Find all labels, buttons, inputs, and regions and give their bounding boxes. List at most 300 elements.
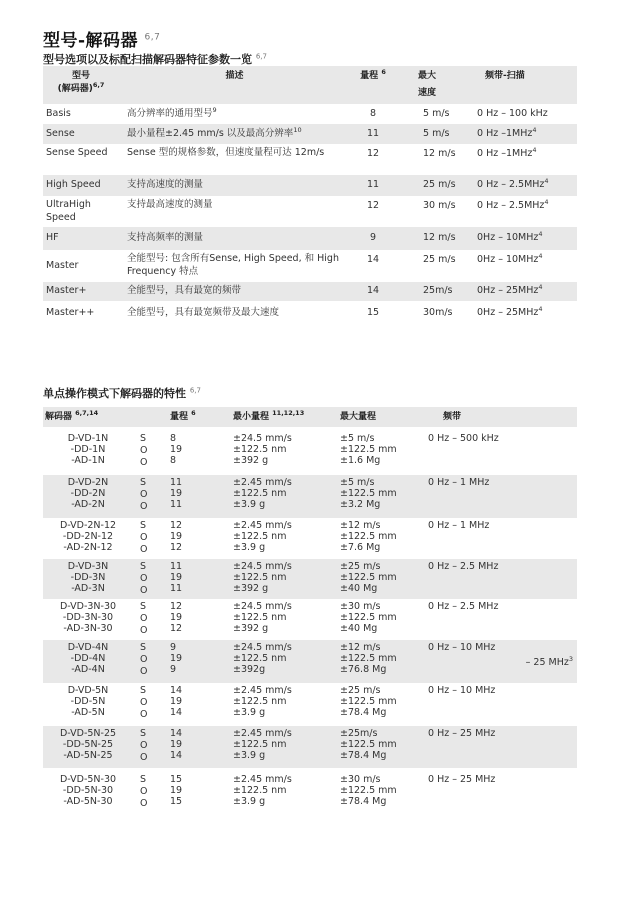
decoder-model: -DD-3N	[70, 572, 106, 583]
band-text: 0Hz – 10MHz	[477, 254, 539, 265]
table-row	[43, 250, 577, 282]
frequency-band	[428, 774, 577, 785]
min-range: ±392 g	[233, 455, 269, 466]
decoder-model: -DD-1N	[70, 444, 106, 455]
range-value: 11	[170, 583, 183, 594]
decoder-model: -AD-5N-30	[63, 796, 113, 807]
range-value: 19	[170, 653, 183, 664]
header-band: 频带-扫描	[485, 71, 525, 81]
min-range: ±122.5 nm	[233, 612, 287, 623]
decoder-model: D-VD-3N	[67, 561, 109, 572]
model-table-header	[43, 66, 577, 104]
header-range: 量程 $^6$	[360, 68, 386, 81]
decoder-model: -DD-2N	[70, 488, 106, 499]
min-range: ±122.5 nm	[233, 653, 287, 664]
frequency-band	[477, 304, 577, 320]
decoder-group	[43, 475, 577, 518]
max-range: ±5 m/s	[340, 433, 375, 444]
output-type: S	[140, 561, 147, 572]
decoder-group	[43, 726, 577, 768]
max-range: ±3.2 Mg	[340, 499, 381, 510]
decoder-model: D-VD-4N	[67, 642, 109, 653]
range-value: 9	[369, 232, 377, 243]
output-type: O	[140, 573, 148, 584]
band-text: 0 Hz – 1 MHz	[428, 520, 490, 531]
max-range: ±122.5 mm	[340, 488, 397, 499]
decoder-model-cell	[45, 520, 131, 553]
description-text: 支持最高速度的测量	[127, 199, 213, 210]
header-decoder: 解码器 $^{6,7,14}$	[45, 409, 99, 422]
max-range: ±122.5 mm	[340, 739, 397, 750]
range-value: 11	[170, 477, 183, 488]
model-name: Sense Speed	[46, 147, 108, 158]
decoder-model: -AD-4N	[71, 664, 105, 675]
page-title: 型号-解码器 $^{6,7}$	[43, 31, 161, 51]
decoder-group	[43, 640, 577, 683]
range-value: 19	[170, 531, 183, 542]
output-type: O	[140, 740, 148, 751]
band-text: 0 Hz – 2.5MHz	[477, 200, 545, 211]
max-speed: 5 m/s	[423, 128, 450, 139]
band-text: 0 Hz – 2.5 MHz	[428, 561, 499, 572]
range-value-cell	[170, 601, 200, 634]
model-name: Master	[46, 260, 79, 271]
frequency-band	[477, 282, 577, 298]
band-text: 0 Hz –1MHz	[477, 128, 533, 139]
band-text: 0 Hz – 100 kHz	[477, 108, 548, 119]
max-range-cell	[340, 520, 430, 553]
header-band: 频带	[443, 412, 462, 422]
min-range: ±122.5 nm	[233, 696, 287, 707]
header-model: 型号 (解码器)$^{6,7}$	[57, 71, 105, 94]
min-range-cell	[233, 728, 333, 761]
range-value: 19	[170, 739, 183, 750]
min-range: ±24.5 mm/s	[233, 601, 292, 612]
range-value: 14	[170, 685, 183, 696]
decoder-model: D-VD-1N	[67, 433, 109, 444]
model-name: UltraHigh Speed	[46, 199, 91, 223]
frequency-band	[428, 561, 577, 572]
decoder-model: -DD-5N-25	[62, 739, 114, 750]
decoder-table	[43, 407, 577, 816]
output-type: S	[140, 520, 147, 531]
decoder-model: -AD-2N	[71, 499, 105, 510]
range-value-cell	[170, 477, 200, 510]
max-range-cell	[340, 561, 430, 594]
range-value: 12	[366, 148, 380, 159]
range-value: 12	[170, 520, 183, 531]
footnote-ref: 4	[538, 282, 543, 291]
model-description	[127, 285, 342, 298]
model-name: Master++	[46, 307, 95, 318]
decoder-model-cell	[45, 685, 131, 718]
max-range: ±5 m/s	[340, 477, 375, 488]
range-value-cell	[170, 561, 200, 594]
range-value: 11	[366, 128, 380, 139]
max-range: ±25 m/s	[340, 685, 381, 696]
min-range: ±122.5 nm	[233, 488, 287, 499]
output-type-cell	[140, 774, 154, 809]
decoder-model: D-VD-5N-30	[59, 774, 117, 785]
frequency-band	[428, 477, 577, 488]
max-range-cell	[340, 685, 430, 718]
range-value: 14	[170, 728, 183, 739]
output-type: O	[140, 625, 148, 636]
max-range: ±25m/s	[340, 728, 378, 739]
output-type: O	[140, 666, 148, 677]
range-value: 9	[170, 664, 177, 675]
decoder-model: -DD-5N-30	[62, 785, 114, 796]
output-type: S	[140, 642, 147, 653]
frequency-band	[477, 197, 577, 213]
footnote-ref: 10	[293, 125, 302, 134]
decoder-model: -AD-3N	[71, 583, 105, 594]
range-value-cell	[170, 520, 200, 553]
output-type: O	[140, 798, 148, 809]
table-row	[43, 175, 577, 196]
max-range-cell	[340, 477, 430, 510]
max-range: ±40 Mg	[340, 583, 378, 594]
min-range: ±24.5 mm/s	[233, 642, 292, 653]
description-text: Sense 型的规格参数，但速度量程可达 12m/s	[127, 147, 325, 158]
max-range: ±78.4 Mg	[340, 750, 387, 761]
max-range-cell	[340, 433, 430, 466]
model-description	[127, 307, 342, 320]
min-range-cell	[233, 601, 333, 634]
band-text: 0 Hz – 10 MHz	[428, 642, 496, 653]
band-extra-text: – 25 MHz	[525, 657, 569, 668]
frequency-band	[428, 685, 577, 696]
frequency-band	[428, 520, 577, 531]
max-speed: 12 m/s	[423, 148, 456, 159]
max-range: ±12 m/s	[340, 520, 381, 531]
max-range: ±12 m/s	[340, 642, 381, 653]
band-text: 0 Hz – 10 MHz	[428, 685, 496, 696]
description-text: 全能型号: 包含所有Sense, High Speed, 和 High Frequency 特点	[127, 253, 339, 277]
output-type: S	[140, 433, 147, 444]
decoder-model-cell	[45, 642, 131, 675]
max-range: ±25 m/s	[340, 561, 381, 572]
decoder-group	[43, 518, 577, 559]
max-range: ±1.6 Mg	[340, 455, 381, 466]
min-range: ±3.9 g	[233, 499, 266, 510]
output-type: O	[140, 709, 148, 720]
model-description	[127, 105, 342, 121]
model-description	[127, 232, 342, 245]
output-type-cell	[140, 601, 154, 636]
max-speed: 25 m/s	[423, 254, 456, 265]
output-type: O	[140, 501, 148, 512]
output-type: O	[140, 585, 148, 596]
model-description	[127, 179, 342, 192]
model-name: HF	[46, 232, 59, 243]
min-range: ±2.45 mm/s	[233, 728, 292, 739]
min-range: ±122.5 nm	[233, 785, 287, 796]
range-value-cell	[170, 774, 200, 807]
table-row	[43, 104, 577, 124]
min-range-cell	[233, 561, 333, 594]
min-range: ±3.9 g	[233, 750, 266, 761]
min-range: ±24.5 mm/s	[233, 433, 292, 444]
frequency-band	[428, 728, 577, 739]
decoder-model-cell	[45, 601, 131, 634]
max-range: ±122.5 mm	[340, 444, 397, 455]
min-range: ±24.5 mm/s	[233, 561, 292, 572]
decoder-model: -DD-2N-12	[62, 531, 114, 542]
range-value-cell	[170, 685, 200, 718]
range-value: 14	[366, 285, 380, 296]
min-range-cell	[233, 685, 333, 718]
output-type: O	[140, 445, 148, 456]
max-range: ±122.5 mm	[340, 531, 397, 542]
max-range: ±76.8 Mg	[340, 664, 387, 675]
description-text: 最小量程±2.45 mm/s 以及最高分辨率	[127, 128, 294, 139]
model-table	[43, 66, 577, 325]
frequency-band	[477, 176, 577, 192]
model-name: Basis	[46, 108, 71, 119]
model-name: High Speed	[46, 179, 101, 190]
footnote-ref: 4	[532, 125, 537, 134]
range-value: 12	[366, 200, 380, 211]
decoder-table-header	[43, 407, 577, 427]
decoder-model: -DD-3N-30	[62, 612, 114, 623]
band-text: 0 Hz – 500 kHz	[428, 433, 499, 444]
decoder-model: -AD-3N-30	[63, 623, 113, 634]
footnote-ref: 4	[538, 251, 543, 260]
table-row	[43, 227, 577, 250]
decoder-model: -DD-5N	[70, 696, 106, 707]
band-text: 0Hz – 25MHz	[477, 307, 539, 318]
range-value: 11	[170, 561, 183, 572]
min-range: ±2.45 mm/s	[233, 685, 292, 696]
decoder-model-cell	[45, 728, 131, 761]
min-range-cell	[233, 774, 333, 807]
footnote-ref: 4	[538, 304, 543, 313]
max-range: ±7.6 Mg	[340, 542, 381, 553]
output-type: O	[140, 697, 148, 708]
description-text: 全能型号，具有最宽的频带	[127, 285, 242, 296]
header-min-range: 最小量程 $^{11,12,13}$	[233, 409, 305, 422]
band-text: 0Hz – 10MHz	[477, 232, 539, 243]
min-range: ±3.9 g	[233, 796, 266, 807]
max-range: ±122.5 mm	[340, 612, 397, 623]
output-type: S	[140, 685, 147, 696]
table-row	[43, 124, 577, 144]
output-type-cell	[140, 477, 154, 512]
output-type: O	[140, 544, 148, 555]
min-range: ±392g	[233, 664, 266, 675]
output-type: O	[140, 457, 148, 468]
decoder-group	[43, 559, 577, 599]
range-value: 19	[170, 785, 183, 796]
model-name: Sense	[46, 128, 75, 139]
min-range: ±392 g	[233, 583, 269, 594]
range-value: 19	[170, 572, 183, 583]
frequency-band	[428, 642, 577, 668]
frequency-band	[477, 125, 577, 141]
range-value: 19	[170, 612, 183, 623]
output-type: O	[140, 613, 148, 624]
frequency-band	[428, 433, 577, 444]
decoder-model: -AD-5N	[71, 707, 105, 718]
range-value: 15	[366, 307, 380, 318]
frequency-band	[477, 108, 577, 121]
range-value-cell	[170, 642, 200, 675]
table1-caption: 型号选项以及标配扫描解码器特征参数一览 $^{6,7}$	[43, 52, 267, 66]
footnote-ref: 4	[544, 197, 549, 206]
min-range: ±122.5 nm	[233, 531, 287, 542]
output-type: S	[140, 728, 147, 739]
output-type-cell	[140, 561, 154, 596]
frequency-band	[477, 251, 577, 267]
table-row	[43, 144, 577, 175]
min-range: ±2.45 mm/s	[233, 477, 292, 488]
decoder-model: -DD-4N	[70, 653, 106, 664]
max-speed: 12 m/s	[423, 232, 456, 243]
model-name: Master+	[46, 285, 87, 296]
range-value: 15	[170, 774, 183, 785]
band-text: 0 Hz – 25 MHz	[428, 774, 496, 785]
band-text: 0 Hz –1MHz	[477, 148, 533, 159]
model-description	[127, 147, 342, 160]
decoder-model: -AD-2N-12	[63, 542, 113, 553]
decoder-model-cell	[45, 433, 131, 466]
max-range: ±30 m/s	[340, 601, 381, 612]
decoder-model: D-VD-2N-12	[59, 520, 117, 531]
output-type: S	[140, 477, 147, 488]
description-text: 支持高速度的测量	[127, 179, 204, 190]
decoder-model: D-VD-5N	[67, 685, 109, 696]
output-type: S	[140, 601, 147, 612]
max-speed: 25 m/s	[423, 179, 456, 190]
decoder-model: D-VD-5N-25	[59, 728, 117, 739]
min-range: ±2.45 mm/s	[233, 774, 292, 785]
output-type-cell	[140, 728, 154, 763]
output-type-cell	[140, 685, 154, 720]
output-type: O	[140, 786, 148, 797]
max-speed: 30 m/s	[423, 200, 456, 211]
range-value: 8	[170, 455, 177, 466]
decoder-model: D-VD-2N	[67, 477, 109, 488]
max-range: ±78.4 Mg	[340, 796, 387, 807]
min-range: ±3.9 g	[233, 542, 266, 553]
min-range-cell	[233, 642, 333, 675]
description-text: 全能型号，具有最宽频带及最大速度	[127, 307, 280, 318]
decoder-group	[43, 599, 577, 640]
output-type: O	[140, 654, 148, 665]
model-description	[127, 199, 342, 212]
range-value: 14	[170, 750, 183, 761]
table-row	[43, 196, 577, 227]
decoder-group	[43, 683, 577, 726]
output-type-cell	[140, 520, 154, 555]
model-description	[127, 125, 342, 141]
output-type: O	[140, 489, 148, 500]
footnote-ref: 4	[538, 229, 543, 238]
decoder-model-cell	[45, 477, 131, 510]
table-row	[43, 301, 577, 325]
decoder-group	[43, 427, 577, 475]
frequency-band	[477, 229, 577, 245]
range-value: 11	[170, 499, 183, 510]
decoder-model-cell	[45, 774, 131, 807]
header-max-range: 最大量程	[340, 412, 377, 422]
header-speed: 最大 速度	[418, 71, 437, 98]
min-range: ±122.5 nm	[233, 572, 287, 583]
max-range: ±122.5 mm	[340, 785, 397, 796]
footnote-ref: 9	[212, 105, 217, 114]
model-description	[127, 253, 342, 278]
range-value: 19	[170, 696, 183, 707]
frequency-band	[428, 601, 577, 612]
max-range-cell	[340, 728, 430, 761]
min-range-cell	[233, 433, 333, 466]
band-text: 0 Hz – 25 MHz	[428, 728, 496, 739]
range-value: 12	[170, 623, 183, 634]
description-text: 高分辨率的通用型号	[127, 108, 213, 119]
header-desc: 描述	[225, 71, 244, 81]
description-text: 支持高频率的测量	[127, 232, 204, 243]
decoder-group	[43, 768, 577, 816]
range-value: 12	[170, 601, 183, 612]
max-range: ±78.4 Mg	[340, 707, 387, 718]
output-type-cell	[140, 433, 154, 468]
max-range: ±30 m/s	[340, 774, 381, 785]
range-value: 11	[366, 179, 380, 190]
range-value: 14	[366, 254, 380, 265]
range-value-cell	[170, 728, 200, 761]
table2-caption: 单点操作模式下解码器的特性 $^{6,7}$	[43, 386, 201, 400]
decoder-model-cell	[45, 561, 131, 594]
max-speed: 30m/s	[423, 307, 453, 318]
footnote-ref: 3	[568, 654, 573, 663]
band-text: 0 Hz – 2.5MHz	[477, 179, 545, 190]
frequency-band	[477, 145, 577, 161]
output-type: S	[140, 774, 147, 785]
min-range: ±392 g	[233, 623, 269, 634]
max-range: ±122.5 mm	[340, 572, 397, 583]
decoder-model: -AD-1N	[71, 455, 105, 466]
range-value: 8	[369, 108, 377, 119]
range-value-cell	[170, 433, 200, 466]
decoder-model: -AD-5N-25	[63, 750, 113, 761]
band-text: 0Hz – 25MHz	[477, 285, 539, 296]
min-range-cell	[233, 520, 333, 553]
max-speed: 25m/s	[423, 285, 453, 296]
table-row	[43, 282, 577, 301]
footnote-ref: 4	[532, 145, 537, 154]
max-range: ±122.5 mm	[340, 696, 397, 707]
band-text: 0 Hz – 2.5 MHz	[428, 601, 499, 612]
range-value: 14	[170, 707, 183, 718]
range-value: 8	[170, 433, 177, 444]
max-range-cell	[340, 601, 430, 634]
min-range: ±3.9 g	[233, 707, 266, 718]
min-range: ±122.5 nm	[233, 739, 287, 750]
range-value: 19	[170, 488, 183, 499]
max-range: ±40 Mg	[340, 623, 378, 634]
header-range: 量程 $^6$	[170, 409, 196, 422]
max-speed: 5 m/s	[423, 108, 450, 119]
range-value: 15	[170, 796, 183, 807]
output-type: O	[140, 752, 148, 763]
max-range-cell	[340, 642, 430, 675]
band-text: 0 Hz – 1 MHz	[428, 477, 490, 488]
output-type-cell	[140, 642, 154, 677]
range-value: 19	[170, 444, 183, 455]
max-range-cell	[340, 774, 430, 807]
footnote-ref: 4	[544, 176, 549, 185]
